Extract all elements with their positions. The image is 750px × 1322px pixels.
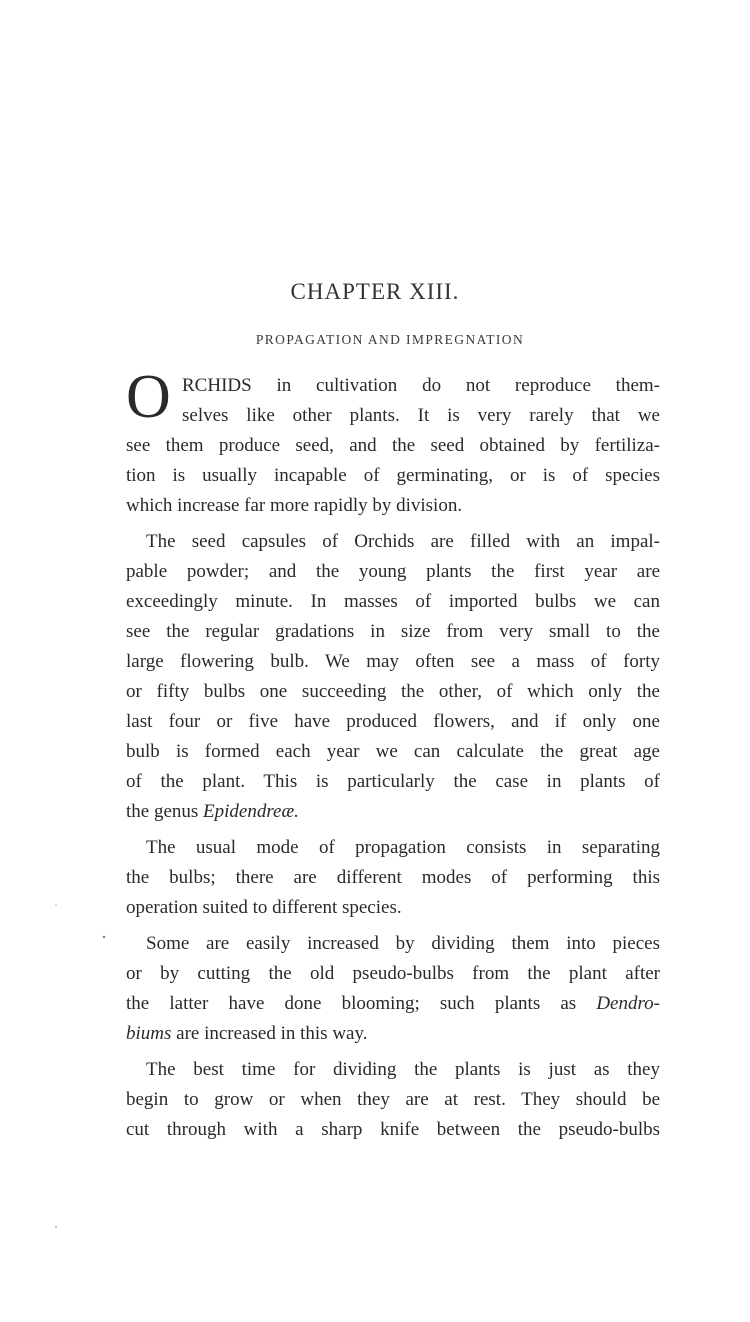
text-line: last four or five have produced flowers, and if only one xyxy=(126,711,660,732)
text-line: operation suited to different species. xyxy=(126,897,402,918)
text-line: cut through with a sharp knife between the pseudo-bulbs xyxy=(126,1119,660,1140)
genus-name: Dendro- xyxy=(596,993,660,1014)
text-span: the latter have done blooming; such plants as xyxy=(126,993,597,1014)
text-line: see the regular gradations in size from very small to the xyxy=(126,621,660,642)
text-line: Some are easily increased by dividing them into pieces xyxy=(146,933,660,954)
text-line: or fifty bulbs one succeeding the other, of which only the xyxy=(126,681,660,702)
text-line: tion is usually incapable of germinating, or is of species xyxy=(126,465,660,486)
text-span: the genus xyxy=(126,801,204,822)
text-line: see them produce seed, and the seed obtained by fertiliza- xyxy=(126,435,660,456)
text-line: pable powder; and the young plants the first year are xyxy=(126,561,660,582)
text-line: selves like other plants. It is very rarely that we xyxy=(182,405,660,426)
chapter-title: CHAPTER XIII. xyxy=(290,279,460,304)
genus-name: Epidendreæ. xyxy=(203,801,299,822)
text-line: of the plant. This is particularly the case in plants of xyxy=(126,771,660,792)
text-line: large flowering bulb. We may often see a mass of forty xyxy=(126,651,660,672)
text-line: or by cutting the old pseudo-bulbs from the plant after xyxy=(126,963,660,984)
text-line: RCHIDS in cultivation do not reproduce them- xyxy=(182,375,660,396)
speck xyxy=(103,936,105,938)
text-line: the bulbs; there are different modes of performing this xyxy=(126,867,660,888)
text-line: exceedingly minute. In masses of imported bulbs we can xyxy=(126,591,660,612)
text-line: The best time for dividing the plants is just as they xyxy=(146,1059,660,1080)
genus-name: biums xyxy=(126,1023,172,1044)
drop-cap: O xyxy=(126,363,171,431)
speck xyxy=(55,1226,57,1228)
text-span: are increased in this way. xyxy=(171,1023,368,1044)
text-line: begin to grow or when they are at rest. They should be xyxy=(126,1089,660,1110)
speck xyxy=(55,904,57,906)
section-heading: PROPAGATION AND IMPREGNATION xyxy=(255,332,525,347)
text-line: The seed capsules of Orchids are filled with an impal- xyxy=(146,531,660,552)
text-line: The usual mode of propagation consists in separating xyxy=(146,837,660,858)
text-line: which increase far more rapidly by division. xyxy=(126,495,463,516)
text-line: bulb is formed each year we can calculate the great age xyxy=(126,741,660,762)
